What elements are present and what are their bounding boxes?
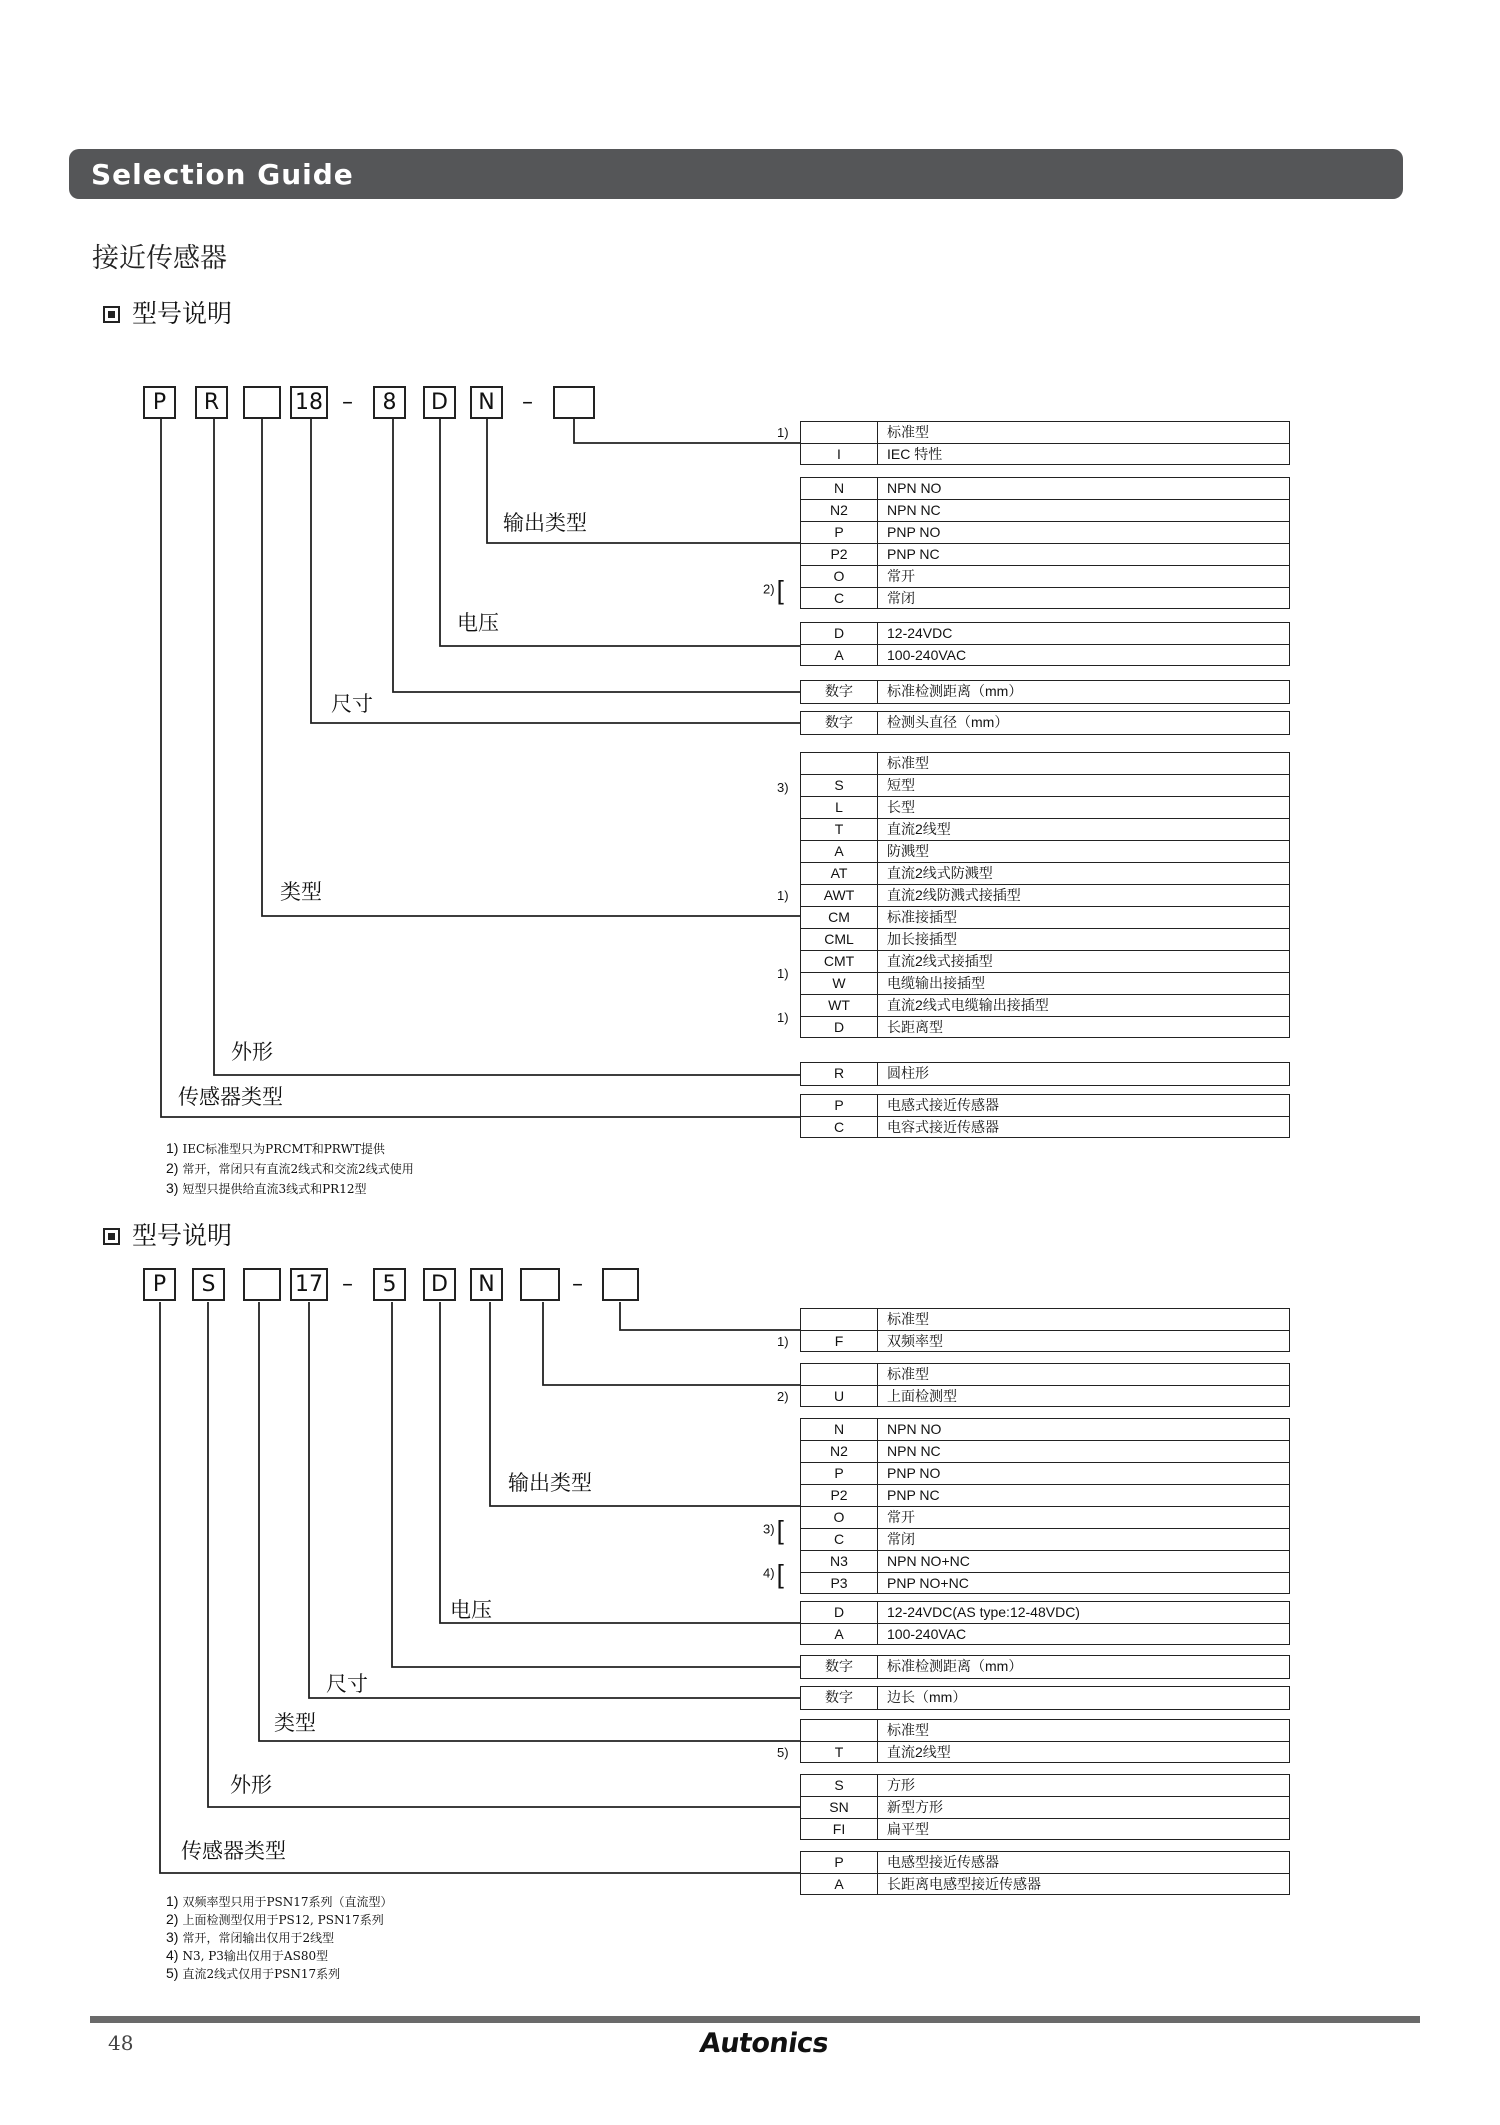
option-row: A 长距离电感型接近传感器 xyxy=(800,1873,1290,1895)
category-label-shape: 外形 xyxy=(230,1773,272,1797)
option-row: WT 直流2线式电缆输出接插型 xyxy=(800,994,1290,1016)
section-heading-2: 型号说明 xyxy=(103,1216,232,1252)
section-heading-1: 型号说明 xyxy=(103,294,232,330)
option-row: D 12-24VDC xyxy=(800,622,1290,644)
option-row: 数字 检测头直径（mm） xyxy=(800,711,1290,735)
option-row: O 常开 xyxy=(800,565,1290,587)
separator-dash: – xyxy=(342,390,353,415)
option-row: W 电缆输出接插型 xyxy=(800,972,1290,994)
option-row: I IEC 特性 xyxy=(800,443,1290,465)
option-row: SN 新型方形 xyxy=(800,1796,1290,1818)
code-box-voltage: D xyxy=(423,386,456,419)
option-row: P 电感式接近传感器 xyxy=(800,1094,1290,1116)
code-box-output: N xyxy=(470,386,503,419)
separator-dash: – xyxy=(572,1272,583,1297)
option-row: AWT 直流2线防溅式接插型 xyxy=(800,884,1290,906)
note-bracket: 4)[ xyxy=(763,1559,784,1589)
code-box-shape: S xyxy=(192,1268,225,1301)
code-box-distance: 8 xyxy=(373,386,406,419)
footnote: 3) 常开，常闭输出仅用于2线型 xyxy=(166,1929,335,1945)
option-row: A 100-240VAC xyxy=(800,1623,1290,1645)
footnote: 2) 上面检测型仅用于PS12, PSN17系列 xyxy=(166,1911,384,1927)
category-label-sensor-type: 传感器类型 xyxy=(178,1085,283,1109)
option-row: CML 加长接插型 xyxy=(800,928,1290,950)
code-box-detection xyxy=(520,1268,560,1301)
option-row: 标准型 xyxy=(800,752,1290,774)
option-row: N2 NPN NC xyxy=(800,499,1290,521)
separator-dash: – xyxy=(342,1272,353,1297)
code-box-sensor-type: P xyxy=(143,1268,176,1301)
note-mark: 1) xyxy=(777,966,789,981)
option-row: O 常开 xyxy=(800,1506,1290,1528)
note-mark: 3) xyxy=(777,780,789,795)
option-row: P2 PNP NC xyxy=(800,1484,1290,1506)
category-label-sensor-type: 传感器类型 xyxy=(181,1839,286,1863)
option-row: 标准型 xyxy=(800,1719,1290,1741)
code-box-voltage: D xyxy=(423,1268,456,1301)
option-row: N3 NPN NO+NC xyxy=(800,1550,1290,1572)
note-mark: 1) xyxy=(777,1334,789,1349)
category-label-size: 尺寸 xyxy=(326,1672,368,1696)
note-bracket: 3)[ xyxy=(763,1515,784,1545)
option-row: N2 NPN NC xyxy=(800,1440,1290,1462)
option-row: A 100-240VAC xyxy=(800,644,1290,666)
option-row: P PNP NO xyxy=(800,1462,1290,1484)
option-row: P 电感型接近传感器 xyxy=(800,1851,1290,1873)
option-row: N NPN NO xyxy=(800,477,1290,499)
note-mark: 5) xyxy=(777,1745,789,1760)
option-row: F 双频率型 xyxy=(800,1330,1290,1352)
option-row: 标准型 xyxy=(800,1363,1290,1385)
option-row: A 防溅型 xyxy=(800,840,1290,862)
footnote: 4) N3, P3输出仅用于AS80型 xyxy=(166,1947,329,1963)
category-label-size: 尺寸 xyxy=(331,692,373,716)
option-row: T 直流2线型 xyxy=(800,818,1290,840)
option-row: P PNP NO xyxy=(800,521,1290,543)
footnote: 3) 短型只提供给直流3线式和PR12型 xyxy=(166,1180,367,1196)
code-box-sensor-type: P xyxy=(143,386,176,419)
option-row: 数字 边长（mm） xyxy=(800,1686,1290,1710)
category-label-type: 类型 xyxy=(274,1711,316,1735)
separator-dash: – xyxy=(522,390,533,415)
code-box-shape: R xyxy=(195,386,228,419)
option-row: T 直流2线型 xyxy=(800,1741,1290,1763)
category-label-output-type: 输出类型 xyxy=(508,1471,592,1495)
note-bracket: 2)[ xyxy=(763,575,784,605)
note-mark: 1) xyxy=(777,888,789,903)
code-box-type xyxy=(243,1268,281,1301)
option-row: P3 PNP NO+NC xyxy=(800,1572,1290,1594)
square-bullet-icon xyxy=(103,1228,120,1245)
option-row: 数字 标准检测距离（mm） xyxy=(800,680,1290,704)
page-number: 48 xyxy=(108,2031,134,2055)
option-row: CMT 直流2线式接插型 xyxy=(800,950,1290,972)
page-subtitle: 接近传感器 xyxy=(92,243,227,274)
option-row: AT 直流2线式防溅型 xyxy=(800,862,1290,884)
option-row: R 圆柱形 xyxy=(800,1062,1290,1086)
option-row: N NPN NO xyxy=(800,1418,1290,1440)
option-row: C 常闭 xyxy=(800,1528,1290,1550)
option-row: 数字 标准检测距离（mm） xyxy=(800,1655,1290,1679)
category-label-type: 类型 xyxy=(280,880,322,904)
option-row: FI 扁平型 xyxy=(800,1818,1290,1840)
footnote: 1) IEC标准型只为PRCMT和PRWT提供 xyxy=(166,1140,385,1156)
footnote: 5) 直流2线式仅用于PSN17系列 xyxy=(166,1965,341,1981)
option-row: U 上面检测型 xyxy=(800,1385,1290,1407)
option-row: P2 PNP NC xyxy=(800,543,1290,565)
option-row: 标准型 xyxy=(800,421,1290,443)
option-row: CM 标准接插型 xyxy=(800,906,1290,928)
category-label-output-type: 输出类型 xyxy=(503,511,587,535)
footnote: 2) 常开，常闭只有直流2线式和交流2线式使用 xyxy=(166,1160,414,1176)
note-mark: 1) xyxy=(777,425,789,440)
option-row: D 12-24VDC(AS type:12-48VDC) xyxy=(800,1601,1290,1623)
option-row: S 方形 xyxy=(800,1774,1290,1796)
note-mark: 2) xyxy=(777,1389,789,1404)
option-row: C 常闭 xyxy=(800,587,1290,609)
category-label-voltage: 电压 xyxy=(457,611,499,635)
option-row: D 长距离型 xyxy=(800,1016,1290,1038)
footer-divider xyxy=(90,2016,1420,2023)
code-box-output: N xyxy=(470,1268,503,1301)
code-box-size: 17 xyxy=(290,1268,328,1301)
code-box-frequency xyxy=(602,1268,639,1301)
option-row: C 电容式接近传感器 xyxy=(800,1116,1290,1138)
code-box-size: 18 xyxy=(290,386,328,419)
option-row: S 短型 xyxy=(800,774,1290,796)
header-title: Selection Guide xyxy=(91,158,354,191)
category-label-shape: 外形 xyxy=(231,1040,273,1064)
autonics-logo: Autonics xyxy=(697,2028,831,2059)
option-row: L 长型 xyxy=(800,796,1290,818)
note-mark: 1) xyxy=(777,1010,789,1025)
option-row: 标准型 xyxy=(800,1308,1290,1330)
footnote: 1) 双频率型只用于PSN17系列（直流型） xyxy=(166,1893,393,1909)
category-label-voltage: 电压 xyxy=(450,1598,492,1622)
code-box-distance: 5 xyxy=(373,1268,406,1301)
